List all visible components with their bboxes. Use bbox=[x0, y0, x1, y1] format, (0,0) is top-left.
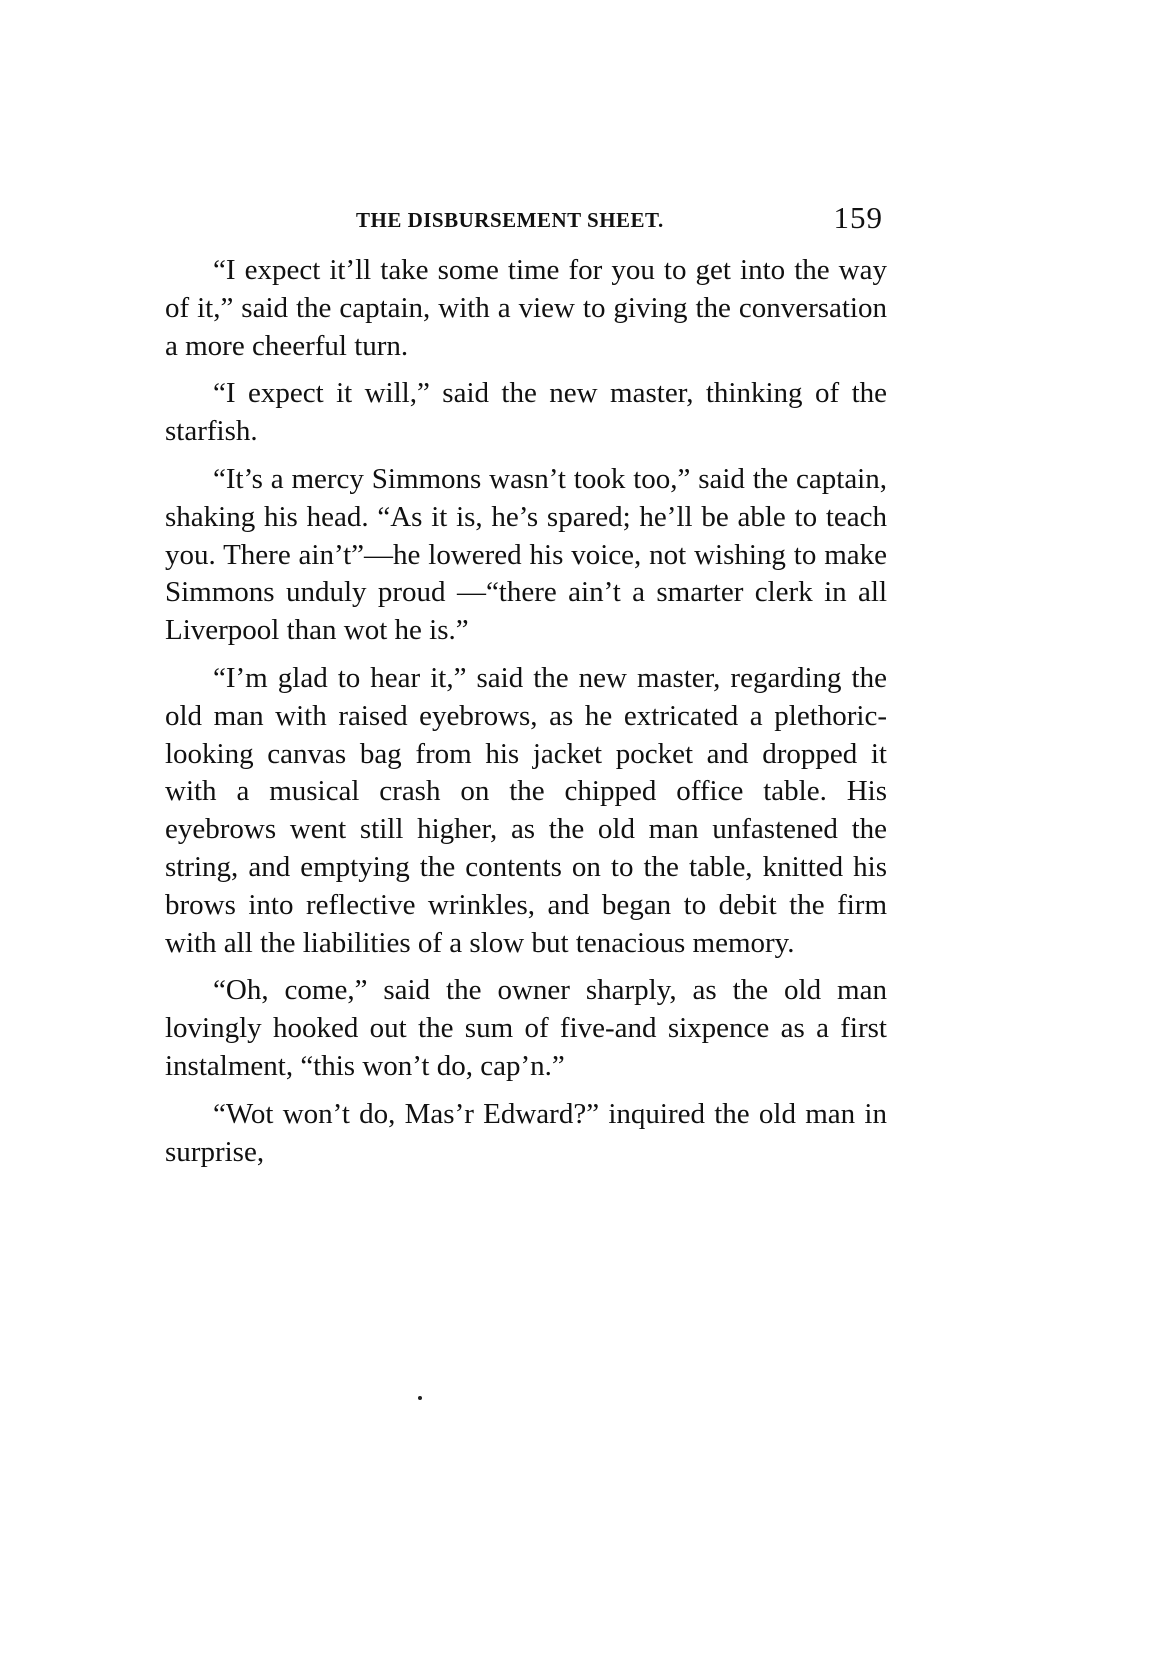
paragraph: “It’s a mercy Simmons wasn’t took too,” said the captain, shaking his head. “As it is, he’s spared; he’ll be able to teach you. There ain’t”—he lowered his voice, not wishing to make Simmons unduly proud —“there ain’t a smarter clerk in all Liverpool than wot he is.” bbox=[165, 462, 887, 647]
paragraph: “Wot won’t do, Mas’r Edward?” inquired the old man in surprise, bbox=[165, 1097, 887, 1168]
printer-mark bbox=[418, 1396, 422, 1400]
body-text bbox=[165, 252, 887, 1181]
paragraph: “Oh, come,” said the owner sharply, as the old man lovingly hooked out the sum of five-and sixpence as a first instalment, “this won’t do, cap’n.” bbox=[165, 974, 887, 1082]
paragraph: “I’m glad to hear it,” said the new master, regarding the old man with raised eyebrows, as he extricated a plethoric-looking canvas bag from his jacket pocket and dropped it with a musical crash on the chipped office table. His eyebrows went still higher, as the old man unfastened the string, and emptying the contents on to the table, knitted his brows into reflective wrinkles, and began to debit the firm with all the liabilities of a slow but tenacious memory. bbox=[165, 661, 887, 959]
paragraph: “I expect it’ll take some time for you to get into the way of it,” said the captain, with a view to giving the conversation a more cheerful turn. bbox=[165, 254, 887, 362]
page-number: 159 bbox=[833, 200, 883, 235]
paragraph: “I expect it will,” said the new master, thinking of the starfish. bbox=[165, 377, 887, 448]
running-title: THE DISBURSEMENT SHEET. bbox=[356, 208, 664, 232]
running-header bbox=[160, 200, 895, 240]
